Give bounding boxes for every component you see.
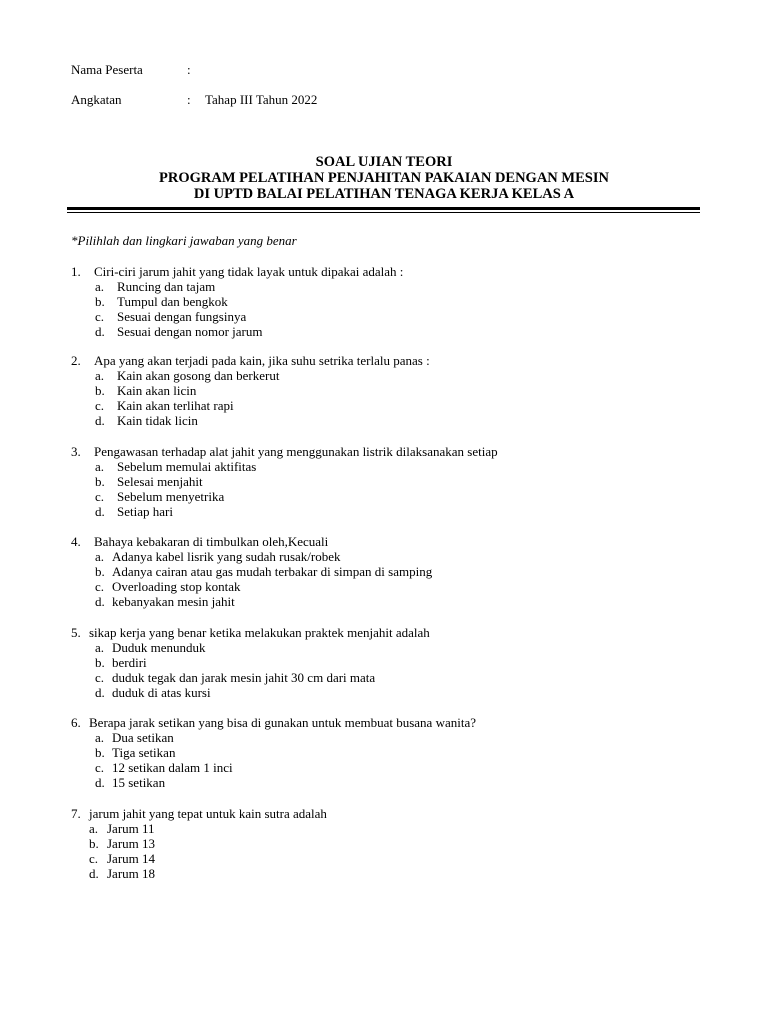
answer-option-a[interactable]: [0, 459, 768, 474]
batch-label: Angkatan: [71, 92, 122, 107]
title-line-1: SOAL UJIAN TEORI: [315, 154, 453, 170]
option-letter: d.: [95, 594, 105, 609]
option-text: Tiga setikan: [112, 745, 176, 760]
option-letter: a.: [95, 279, 105, 294]
option-letter: d.: [95, 504, 105, 519]
option-letter: a.: [89, 821, 99, 836]
option-letter: b.: [95, 655, 105, 670]
question-1: [0, 264, 768, 339]
option-text: Selesai menjahit: [117, 474, 203, 489]
option-letter: d.: [95, 775, 105, 790]
batch-colon: :: [187, 92, 191, 107]
option-text: Kain tidak licin: [117, 413, 198, 428]
answer-option-a[interactable]: [0, 549, 768, 564]
option-text: berdiri: [112, 655, 147, 670]
question-text: Berapa jarak setikan yang bisa di gunakan untuk membuat busana wanita?: [89, 715, 476, 730]
question-number: 2.: [71, 353, 81, 368]
option-text: Kain akan licin: [117, 383, 197, 398]
option-text: 12 setikan dalam 1 inci: [112, 760, 233, 775]
participant-name-colon: :: [187, 62, 191, 77]
option-text: Sebelum memulai aktifitas: [117, 459, 257, 474]
option-text: kebanyakan mesin jahit: [112, 594, 235, 609]
option-letter: b.: [95, 474, 105, 489]
answer-option-d[interactable]: [0, 685, 768, 700]
answer-option-b[interactable]: [0, 383, 768, 398]
answer-option-c[interactable]: [0, 309, 768, 324]
question-number: 7.: [71, 806, 81, 821]
title-divider-thin: [67, 212, 700, 213]
option-text: Runcing dan tajam: [117, 279, 216, 294]
option-letter: c.: [95, 579, 105, 594]
title-line-3: DI UPTD BALAI PELATIHAN TENAGA KERJA KELAS A: [193, 186, 575, 202]
option-text: Jarum 11: [107, 821, 155, 836]
answer-option-c[interactable]: [0, 851, 768, 866]
option-text: Setiap hari: [117, 504, 173, 519]
question-text: Apa yang akan terjadi pada kain, jika suhu setrika terlalu panas :: [94, 353, 430, 368]
question-stem: [0, 353, 768, 368]
option-letter: d.: [95, 413, 105, 428]
option-letter: d.: [95, 685, 105, 700]
option-text: Adanya cairan atau gas mudah terbakar di simpan di samping: [112, 564, 433, 579]
question-stem: [0, 264, 768, 279]
answer-option-d[interactable]: [0, 413, 768, 428]
option-letter: c.: [95, 398, 105, 413]
question-text: Bahaya kebakaran di timbulkan oleh,Kecuali: [94, 534, 329, 549]
question-6: [0, 715, 768, 790]
answer-option-c[interactable]: [0, 670, 768, 685]
answer-option-c[interactable]: [0, 398, 768, 413]
option-text: Duduk menunduk: [112, 640, 206, 655]
answer-option-d[interactable]: [0, 866, 768, 881]
answer-option-d[interactable]: [0, 324, 768, 339]
option-letter: b.: [95, 564, 105, 579]
answer-option-a[interactable]: [0, 730, 768, 745]
question-5: [0, 625, 768, 700]
option-text: duduk di atas kursi: [112, 685, 211, 700]
option-letter: a.: [95, 640, 105, 655]
answer-option-a[interactable]: [0, 640, 768, 655]
question-stem: [0, 715, 768, 730]
answer-option-b[interactable]: [0, 564, 768, 579]
question-text: Ciri-ciri jarum jahit yang tidak layak untuk dipakai adalah :: [94, 264, 404, 279]
question-text: Pengawasan terhadap alat jahit yang menggunakan listrik dilaksanakan setiap: [94, 444, 498, 459]
option-letter: c.: [95, 670, 105, 685]
exam-title: [0, 154, 768, 202]
option-letter: b.: [95, 294, 105, 309]
option-text: 15 setikan: [112, 775, 166, 790]
option-letter: c.: [95, 760, 105, 775]
answer-option-d[interactable]: [0, 594, 768, 609]
title-divider-thick: [67, 207, 700, 210]
option-text: Kain akan terlihat rapi: [117, 398, 234, 413]
option-letter: b.: [95, 383, 105, 398]
answer-option-b[interactable]: [0, 836, 768, 851]
option-text: Jarum 14: [107, 851, 156, 866]
title-line-2: PROGRAM PELATIHAN PENJAHITAN PAKAIAN DENGAN MESIN: [159, 170, 609, 186]
option-letter: d.: [89, 866, 99, 881]
question-7: [0, 806, 768, 881]
option-letter: a.: [95, 549, 105, 564]
question-number: 5.: [71, 625, 81, 640]
option-text: Sesuai dengan fungsinya: [117, 309, 247, 324]
option-text: Jarum 18: [107, 866, 156, 881]
option-text: Jarum 13: [107, 836, 156, 851]
option-text: Sebelum menyetrika: [117, 489, 225, 504]
option-text: Dua setikan: [112, 730, 174, 745]
option-letter: b.: [89, 836, 99, 851]
option-letter: a.: [95, 730, 105, 745]
option-letter: c.: [95, 309, 105, 324]
answer-option-a[interactable]: [0, 368, 768, 383]
question-4: [0, 534, 768, 609]
question-stem: [0, 534, 768, 549]
answer-option-b[interactable]: [0, 655, 768, 670]
answer-option-c[interactable]: [0, 489, 768, 504]
option-text: Tumpul dan bengkok: [117, 294, 228, 309]
answer-option-b[interactable]: [0, 474, 768, 489]
instruction-text: *Pilihlah dan lingkari jawaban yang benar: [71, 233, 297, 248]
option-text: Overloading stop kontak: [112, 579, 241, 594]
answer-option-a[interactable]: [0, 279, 768, 294]
question-number: 6.: [71, 715, 81, 730]
question-stem: [0, 444, 768, 459]
answer-option-a[interactable]: [0, 821, 768, 836]
option-text: Kain akan gosong dan berkerut: [117, 368, 280, 383]
question-text: jarum jahit yang tepat untuk kain sutra adalah: [89, 806, 327, 821]
option-letter: c.: [95, 489, 105, 504]
answer-option-b[interactable]: [0, 745, 768, 760]
question-3: [0, 444, 768, 519]
question-stem: [0, 806, 768, 821]
question-text: sikap kerja yang benar ketika melakukan praktek menjahit adalah: [89, 625, 430, 640]
participant-name-label: Nama Peserta: [71, 62, 143, 77]
answer-option-c[interactable]: [0, 760, 768, 775]
option-letter: c.: [89, 851, 99, 866]
answer-option-d[interactable]: [0, 504, 768, 519]
answer-option-c[interactable]: [0, 579, 768, 594]
question-2: [0, 353, 768, 428]
answer-option-b[interactable]: [0, 294, 768, 309]
option-letter: a.: [95, 459, 105, 474]
option-letter: d.: [95, 324, 105, 339]
question-number: 1.: [71, 264, 81, 279]
option-text: Sesuai dengan nomor jarum: [117, 324, 263, 339]
option-letter: b.: [95, 745, 105, 760]
batch-value: Tahap III Tahun 2022: [205, 92, 318, 107]
question-stem: [0, 625, 768, 640]
answer-option-d[interactable]: [0, 775, 768, 790]
option-text: Adanya kabel lisrik yang sudah rusak/robek: [112, 549, 341, 564]
question-number: 4.: [71, 534, 81, 549]
option-text: duduk tegak dan jarak mesin jahit 30 cm dari mata: [112, 670, 376, 685]
question-number: 3.: [71, 444, 81, 459]
option-letter: a.: [95, 368, 105, 383]
